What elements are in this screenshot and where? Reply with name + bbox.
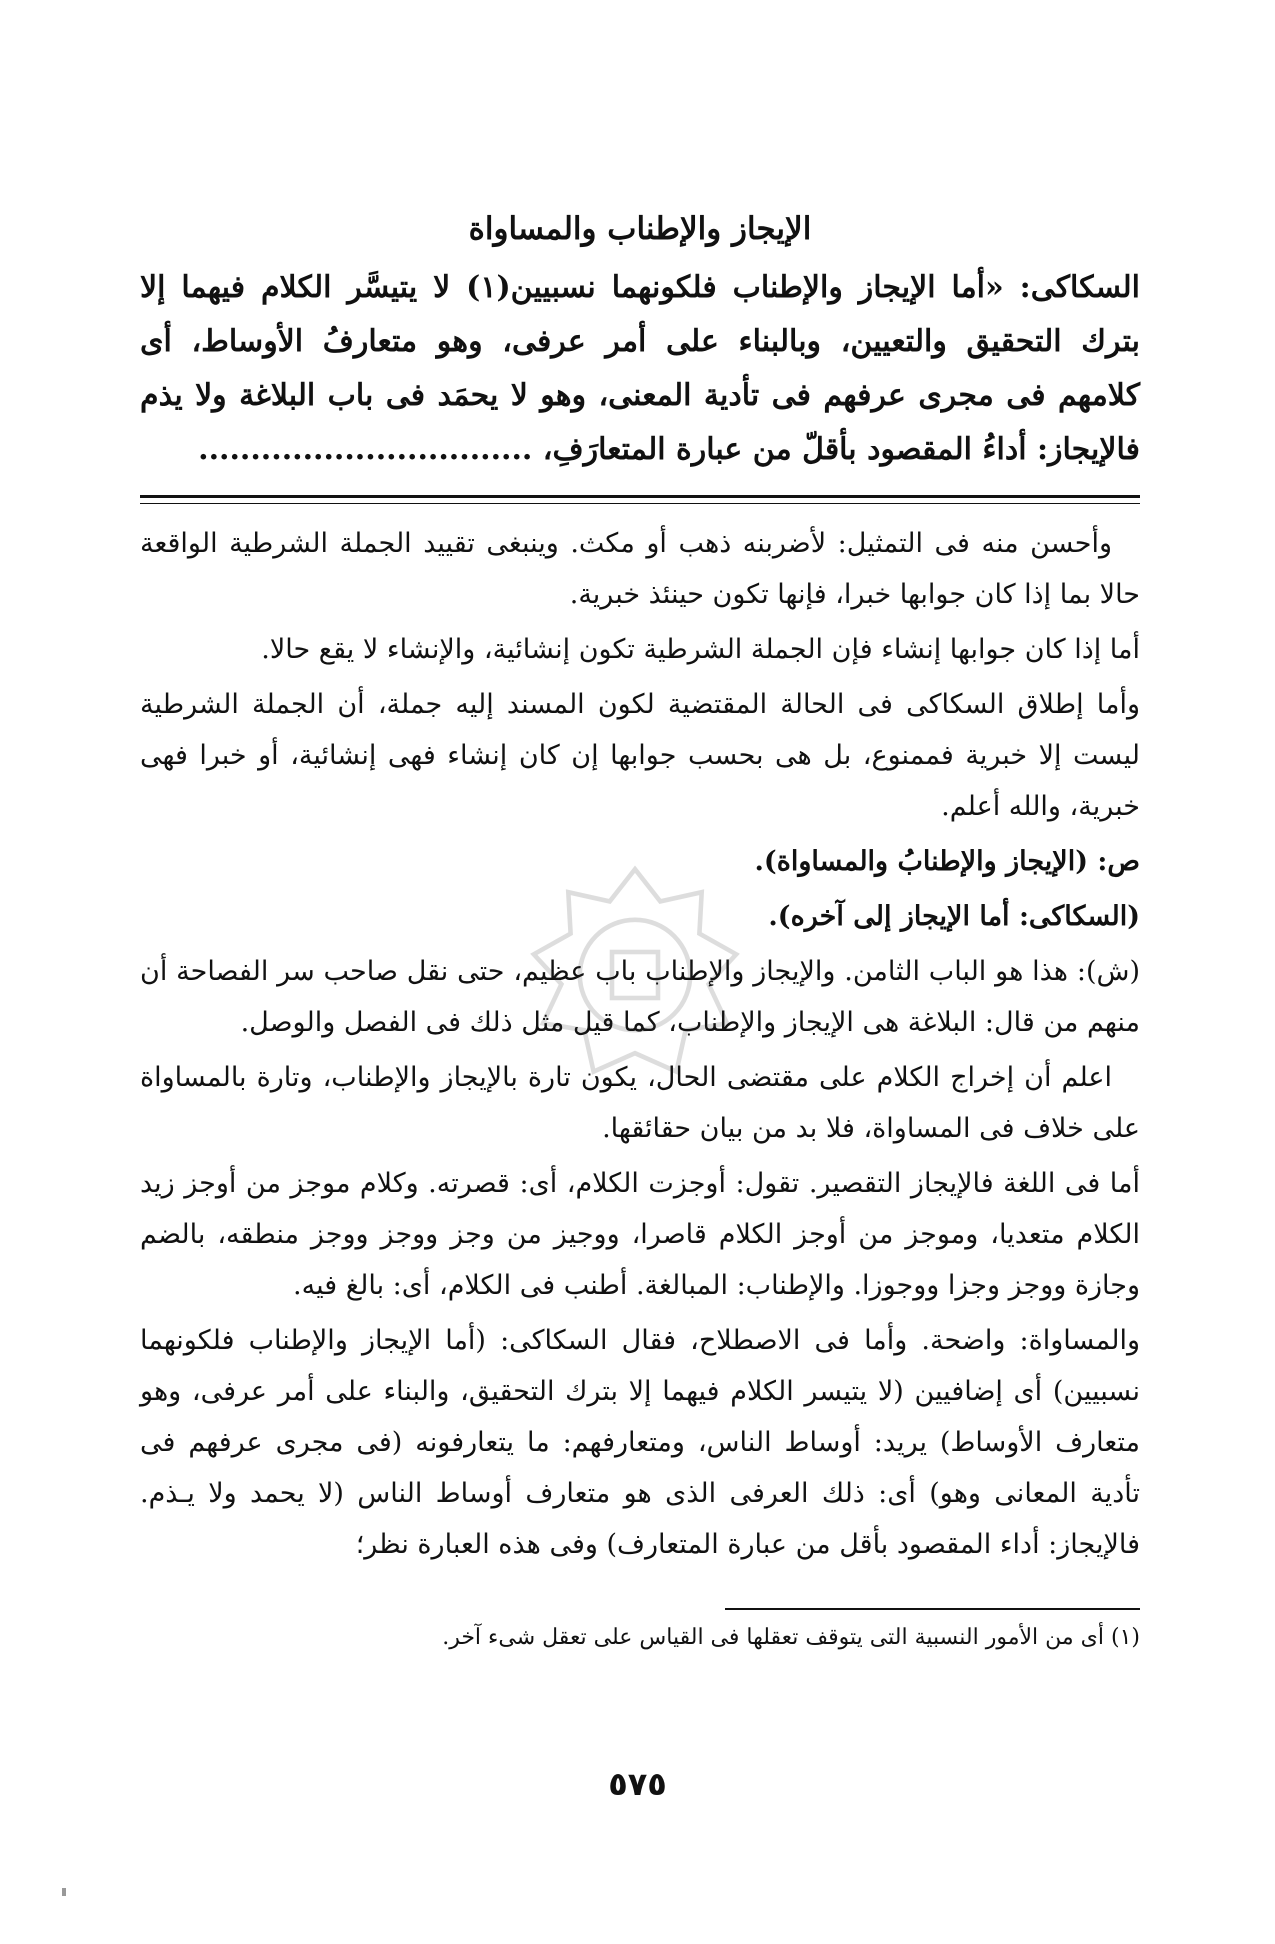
sharh-paragraph: وأحسن منه فى التمثيل: لأضربنه ذهب أو مكث. وينبغى تقييد الجملة الشرطية الواقعة حالا بما إذا كان جوابها خبرا، فإنها تكون حينئذ خبرية. — [140, 528, 1140, 610]
matn-paragraph: السكاكى: «أما الإيجاز والإطناب فلكونهما نسبيين(١) لا يتيسَّر الكلام فيهما إلا بترك التحقيق والتعيين، وبالبناء على أمر عرفى، وهو متعارفُ الأوساط، أى كلامهم فى مجرى عرفهم فى تأدية المعنى، وهو لا يحمَد فى باب البلاغة ولا يذم فالإيجاز: أداءُ المقصود بأقلّ من عبارة المتعارَفِ، ................................ — [140, 270, 1140, 467]
scan-mark — [62, 1888, 66, 1896]
library-watermark-icon — [520, 860, 750, 1090]
section-title: الإيجاز والإطناب والمساواة — [468, 211, 812, 247]
matn-block — [140, 261, 1140, 477]
sharh-paragraph: والمساواة: واضحة. وأما فى الاصطلاح، فقال السكاكى: (أما الإيجاز والإطناب فلكونهما نسبيين) أى إضافيين (لا يتيسر الكلام فيهما إلا بترك التحقيق، والبناء على أمر عرفى، وهو متعارف الأوساط) يريد: أوساط الناس، ومتعارفهم: ما يتعارفونه (فى مجرى عرفهم فى تأدية المعانى وهو) أى: ذلك العرفى الذى هو متعارف أوساط الناس (لا يحمد ولا يـذم. فالإيجاز: أداء المقصود بأقل من عبارة المتعارف) وفى هذه العبارة نظر؛ — [140, 1325, 1140, 1560]
sharh-paragraph: وأما إطلاق السكاكى فى الحالة المقتضية لكون المسند إليه جملة، أن الجملة الشرطية ليست إلا خبرية فممنوع، بل هى بحسب جوابها إن كان إنشاء فهى إنشائية، أو خبرا فهى خبرية، والله أعلم. — [140, 689, 1140, 822]
sharh-paragraph: أما فى اللغة فالإيجاز التقصير. تقول: أوجزت الكلام، أى: قصرته. وكلام موجز من أوجز زيد الكلام متعديا، وموجز من أوجز الكلام قاصرا، ووجيز من وجز ووجز ووجز منطقه، بالضم وجازة ووجز وجزا ووجوزا. والإطناب: المبالغة. أطنب فى الكلام، أى: بالغ فيه. — [140, 1168, 1140, 1301]
sharh-paragraph: (ش): هذا هو الباب الثامن. والإيجاز والإطناب باب عظيم، حتى نقل صاحب سر الفصاحة أن منهم من قال: البلاغة هى الإيجاز والإطناب، كما قيل مثل ذلك فى الفصل والوصل. — [140, 956, 1140, 1038]
sharh-heading: ص: (الإيجاز والإطنابُ والمساواة). — [754, 846, 1140, 877]
page-number: ٥٧٥ — [608, 1765, 667, 1803]
footnote-rule — [725, 1608, 1140, 1610]
sharh-paragraph: أما إذا كان جوابها إنشاء فإن الجملة الشرطية تكون إنشائية، والإنشاء لا يقع حالا. — [261, 634, 1140, 665]
footnote: (١) أى من الأمور النسبية التى يتوقف تعقلها فى القياس على تعقل شىء آخر. — [442, 1625, 1140, 1650]
separator-double-rule — [140, 495, 1140, 504]
sharh-paragraph: اعلم أن إخراج الكلام على مقتضى الحال، يكون تارة بالإيجاز والإطناب، وتارة بالمساواة على خلاف فى المساواة، فلا بد من بيان حقائقها. — [140, 1062, 1140, 1144]
sharh-heading: (السكاكى: أما الإيجاز إلى آخره). — [768, 901, 1140, 932]
